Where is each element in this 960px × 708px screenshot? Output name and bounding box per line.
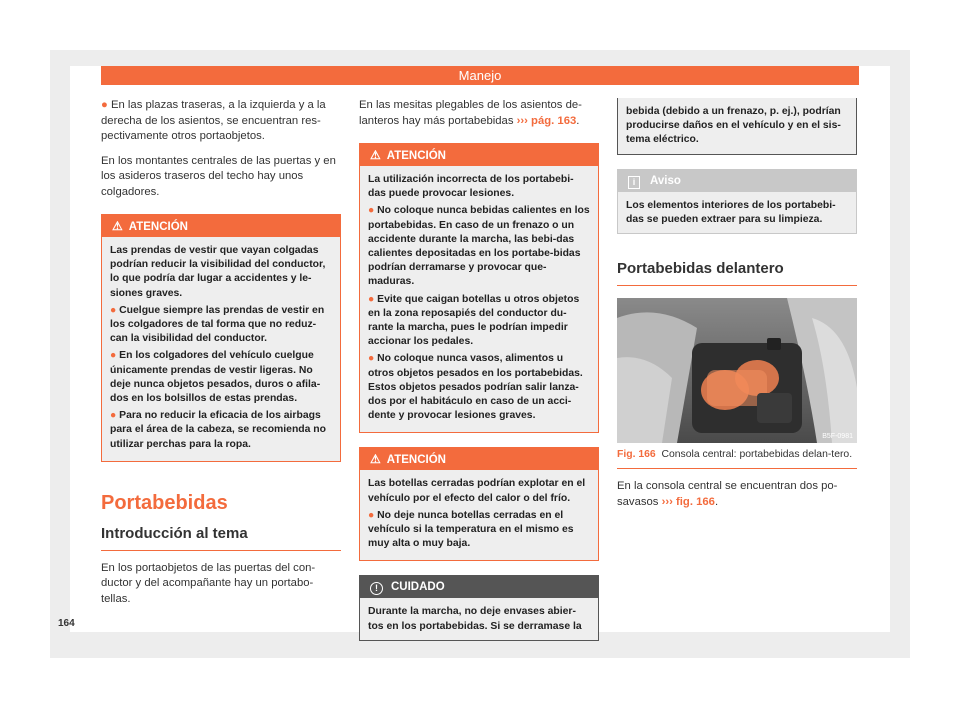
bullet-icon: ● [110,304,117,316]
warning-body [360,166,598,432]
warning-item [110,304,332,347]
note-box [617,169,857,234]
warning-item-text: No deje nunca botellas cerradas en el vehículo si la temperatura en el mismo es muy alta o muy baja. [368,509,574,550]
warning-title: ATENCIÓN [386,150,446,162]
warning-item [368,204,590,289]
warning-box [359,447,599,561]
figure-label: Fig. 166 [617,449,656,461]
warning-item-text: En los colgadores del vehículo cuelgue únicamente prendas de vestir ligeras. No deje nunca objetos pesados, duros o afila-dos en los bolsillos de estas prendas. [110,350,321,405]
warning-triangle-icon: ⚠ [370,452,381,467]
warning-intro: Las botellas cerradas podrían explotar en el vehículo por el efecto del calor o del frío. [368,478,586,504]
note-title: Aviso [650,174,681,187]
warning-item [110,349,332,406]
warning-item-text: Evite que caigan botellas u otros objetos en la zona reposapiés del conductor du-rante la marcha, pues le podrían impedir accionar los pedales. [368,293,580,348]
warning-header [102,215,340,237]
bullet-icon: ● [368,205,375,217]
warning-item-text: No coloque nunca bebidas calientes en los portabebidas. En caso de un frenazo o un accidente durante la marcha, las bebi-das calientes depositadas en los portabe-bidas podrían derramarse y provocar que-maduras. [368,205,590,288]
warning-box [359,143,599,433]
bullet-icon: ● [110,410,117,422]
cupholder-illustration [617,298,857,443]
figure-caption-body: Consola central: portabebidas delan-tero. [661,449,853,461]
warning-item-text: Cuelgue siempre las prendas de vestir en los colgadores de tal forma que no reduz-can la visibilidad del conductor. [110,304,325,345]
warning-header [360,144,598,166]
paragraph-text: En la consola central se encuentran dos po-savasos [617,480,838,508]
subsection-title: Introducción al tema [101,525,341,551]
warning-body [360,470,598,560]
paragraph [101,98,341,145]
caution-text: Durante la marcha, no deje envases abier-tos en los portabebidas. Si se derramase la [368,606,582,632]
warning-header [360,448,598,470]
warning-item [368,509,590,552]
exclamation-circle-icon: ! [370,582,383,595]
note-header [618,170,856,192]
figure-caption-text [617,448,857,462]
section-title: Portabebidas [101,491,228,514]
caution-box [359,575,599,640]
warning-body [102,237,340,461]
section-title: Portabebidas delantero [617,260,857,286]
warning-intro: La utilización incorrecta de los portabebi-das puede provocar lesiones. [368,174,574,200]
paragraph: En los montantes centrales de las puertas y en los asideros traseros del techo hay unos colgadores. [101,154,336,198]
figure-cupholder-photo [617,298,857,443]
warning-intro: Las prendas de vestir que vayan colgadas podrían reducir la visibilidad del conductor, lo que podría dar lugar a accidentes y le-siones graves. [110,245,326,299]
figure-code: B5F-0981 [822,433,853,441]
paragraph: En los portaobjetos de las puertas del con-ductor y del acompañante hay un portabo-tellas. [101,561,316,605]
bullet-icon: ● [368,293,375,305]
warning-triangle-icon: ⚠ [112,219,123,233]
chapter-header: Manejo [101,66,859,85]
page-number: 164 [58,618,75,629]
caution-text: bebida (debido a un frenazo, p. ej.), podrían producirse daños en el vehículo y en el sis-tema eléctrico. [626,106,841,146]
column-right [617,98,857,519]
warning-title: ATENCIÓN [386,454,446,467]
bullet-icon: ● [368,509,375,521]
warning-item-text: No coloque nunca vasos, alimentos u otros objetos pesados en los portabebidas. Estos objetos pesados podrían salir lanza-dos por el habitáculo en caso de un acci-dente y provocar lesiones graves. [368,353,583,422]
warning-title: ATENCIÓN [128,221,188,233]
warning-triangle-icon: ⚠ [370,148,381,162]
caution-body [618,98,856,154]
caution-box-continued [617,98,857,155]
caution-title: CUIDADO [391,581,445,594]
caution-body [360,598,598,639]
warning-item [368,293,590,350]
column-left [101,98,341,616]
figure-caption [617,443,857,469]
paragraph-end: . [714,495,719,508]
bullet-icon: ● [110,350,117,362]
warning-item-text: Para no reducir la eficacia de los airbags para el área de la cabeza, se recomienda no utilizar perchas para la ropa. [110,410,327,450]
paragraph-text: En las mesitas plegables de los asientos de-lanteros hay más portabebidas [359,99,582,127]
bullet-icon: ● [101,99,108,111]
page-reference-link[interactable]: ››› pág. 163 [516,114,577,127]
warning-item [368,352,590,423]
bullet-icon: ● [368,353,375,365]
warning-box [101,214,341,462]
paragraph [617,479,857,510]
figure-reference-link[interactable]: ››› fig. 166 [661,495,715,508]
paragraph: En las mesitas plegables de los asientos de-lanteros hay más portabebidas ››› pág. 163. [359,99,582,127]
warning-item [110,409,332,452]
caution-header [360,576,598,598]
paragraph-text: En las plazas traseras, a la izquierda y a la derecha de los asientos, se encuentran res-pectivamente otros portaobjetos. [101,99,326,142]
info-icon: i [628,176,640,189]
column-middle [359,98,599,651]
note-text: Los elementos interiores de los portabebi-das se pueden extraer para su limpieza. [626,199,836,225]
note-body [618,192,856,233]
